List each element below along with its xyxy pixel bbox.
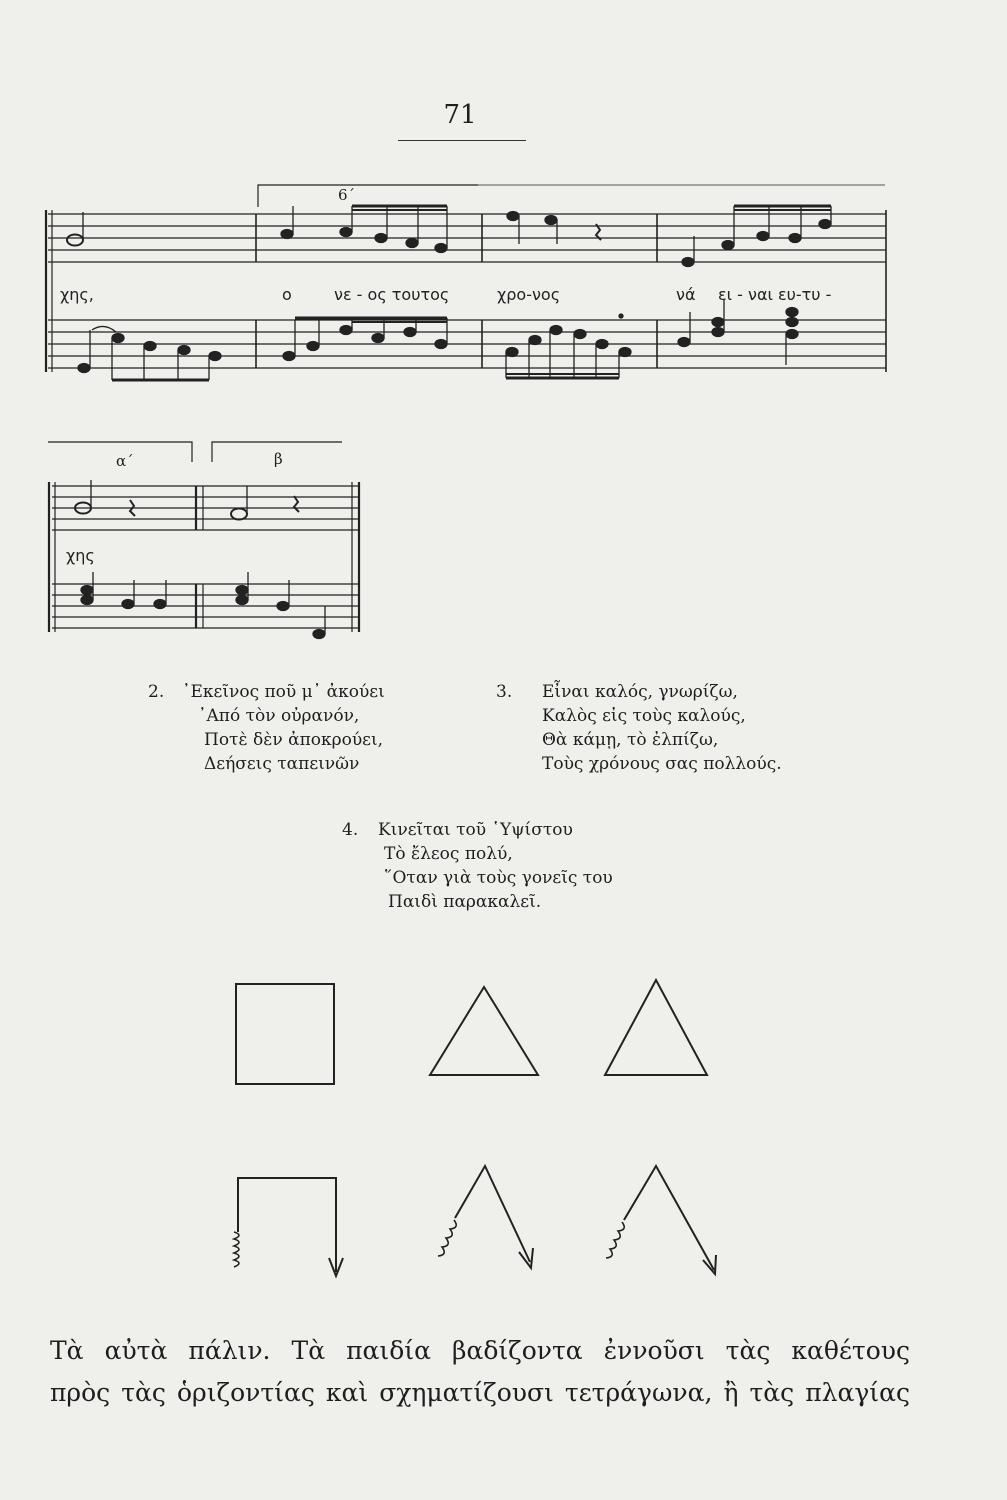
instruction-text (50, 1330, 910, 1414)
verse-2 (148, 680, 385, 776)
lyric-syllable: ει - ναι ευ-τυ - (718, 285, 832, 304)
system1-upper-notes (67, 206, 831, 267)
volta-label-second-ending: 6΄ (338, 186, 356, 204)
verse-number: 4. (342, 820, 359, 840)
square-shape (236, 984, 334, 1084)
instruction-line: Τὰ αὐτὰ πάλιν. Τὰ παιδία βαδίζοντα ἐννοῦσι τὰς καθέτους (50, 1336, 910, 1365)
system1-lower-staff (48, 320, 886, 368)
instruction-line: πρὸς τὰς ὁριζοντίας καὶ σχηματίζουσι τετράγωνα, ἢ τὰς πλαγίας (50, 1378, 910, 1407)
lyric-syllable: νά (676, 285, 696, 304)
lyric-syllable: νε - ος τουτος (334, 285, 450, 304)
verse-line: Εἶναι καλός, γνωρίζω, (542, 682, 738, 702)
verse-line: Παιδὶ παρακαλεῖ. (388, 892, 542, 912)
verse-line: Θὰ κάμῃ, τὸ ἐλπίζω, (542, 730, 719, 750)
verse-number: 3. (496, 682, 513, 702)
verse-4 (342, 818, 613, 914)
page-number: 71 (443, 100, 477, 130)
lyric-syllable: ο (282, 285, 292, 304)
verse-line: ᾿Εκεῖνος ποῦ μ᾿ ἀκούει (182, 682, 385, 702)
verse-3 (496, 680, 782, 776)
verse-line: Κινεῖται τοῦ ῾Υψίστου (378, 820, 573, 840)
verse-line: Τὸ ἔλεος πολύ, (384, 844, 513, 864)
triangle-path-arrow-1 (455, 1166, 530, 1262)
shape-figures (234, 980, 716, 1276)
volta-bracket-1 (258, 185, 478, 207)
volta-label-first: α΄ (116, 452, 134, 470)
system2-staves (48, 442, 360, 632)
verse-line: Δεήσεις ταπεινῶν (204, 754, 360, 774)
verse-line: ᾿Από τὸν οὐρανόν, (198, 706, 360, 726)
triangle-shape-2 (605, 980, 707, 1075)
square-path-arrow (238, 1178, 336, 1272)
lyric-syllable: χρο-νος (497, 285, 561, 304)
lyric-syllable: χης, (60, 285, 94, 304)
verse-line: Καλὸς εἰς τοὺς καλούς, (542, 706, 746, 726)
verse-line: Τοὺς χρόνους σας πολλούς. (542, 754, 782, 774)
lyric-syllable: χης (66, 546, 95, 565)
system2-notes (75, 480, 325, 639)
triangle-path-arrow-2 (624, 1166, 714, 1270)
triangle-shape-1 (430, 987, 538, 1075)
verse-line: Ποτὲ δὲν ἀποκρούει, (204, 730, 384, 750)
volta-label-second: β (274, 450, 283, 468)
verse-line: ῞Οταν γιὰ τοὺς γονεῖς του (384, 868, 613, 888)
system1-staves (46, 185, 886, 372)
verse-number: 2. (148, 682, 165, 702)
